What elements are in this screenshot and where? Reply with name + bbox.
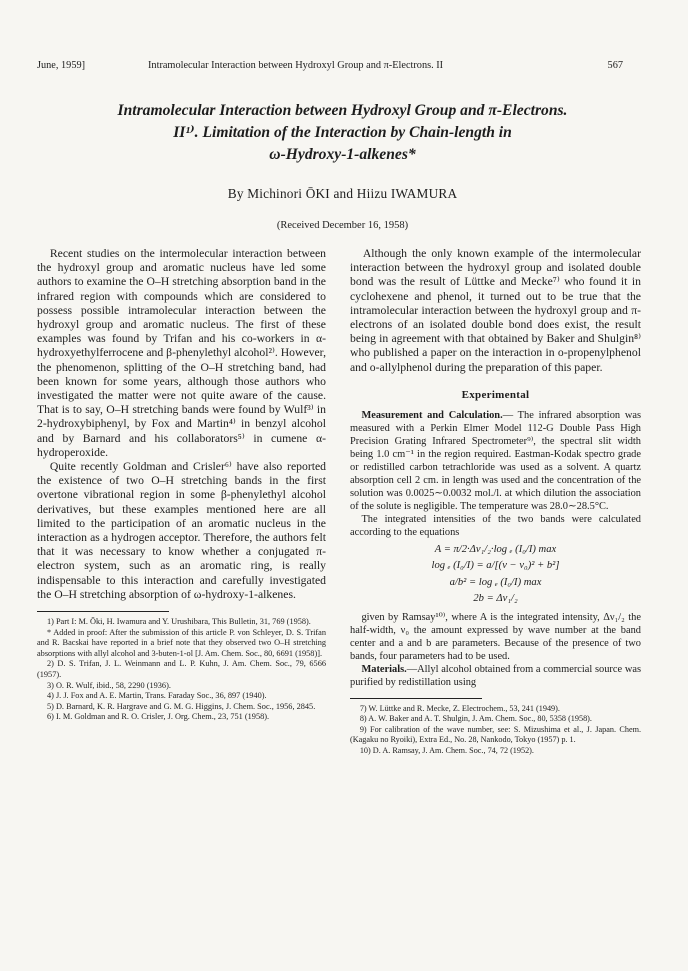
paragraph-goldman: Quite recently Goldman and Crisler⁶⁾ have also reported the existence of two O–H stretching bands in the first overtone vibrational region in some β-phenylethyl alcohol derivatives, but these examples mentioned here are all limited to the participation of an aromatic nucleus in the interaction as a hydrogen acceptor. Therefore, the authors felt that it was necessary to know whether a conjugated π-electron system, such as an aromatic ring, is really indispensable to this interaction and carefully investigated the O–H stretching absorption of ω-hydroxy-1-alkenes. (37, 460, 326, 601)
issue-date: June, 1959] (37, 60, 86, 71)
equation-block (350, 542, 641, 608)
title-line-1: Intramolecular Interaction between Hydroxyl Group and π-Electrons. (117, 102, 568, 119)
paragraph-materials (350, 663, 641, 689)
footnote-1: 1) Part I: M. Ōki, H. Iwamura and Y. Urushibara, This Bulletin, 31, 769 (1958). (46, 617, 311, 627)
paragraph-luttke: Although the only known example of the intermolecular interaction between the hydroxyl group and isolated double bond was the result of Lüttke and Mecke⁷⁾ who found it in cyclohexene and phenol, it turned out to be true that the intramolecular interaction between the hydroxyl group and π-electrons of an isolated double bond does exist, the result being in agreement with that obtained by Baker and Shulgin⁸⁾ who published a paper on the interaction in o-propenylphenol and o-allylphenol during the preparation of this paper. (350, 247, 641, 374)
author-line: By Michinori ŌKI and Hiizu IWAMURA (227, 186, 458, 201)
footnote-6: 6) I. M. Goldman and R. O. Crisler, J. Org. Chem., 23, 751 (1958). (46, 712, 270, 722)
left-footnotes (37, 617, 326, 723)
title-line-3: ω-Hydroxy-1-alkenes* (269, 146, 416, 163)
footnote-rule (37, 611, 169, 612)
page-number: 567 (607, 60, 623, 71)
footnote-4: 4) J. J. Fox and A. E. Martin, Trans. Faraday Soc., 36, 897 (1940). (46, 691, 267, 701)
footnote-added-in-proof: * Added in proof: After the submission of this article P. von Schleyer, D. S. Trifan and R. Bacskai have reported in a brief note that they observed two O–H stretching absorptions with allyl alcohol and 3-buten-1-ol [J. Am. Chem. Soc., 80, 6691 (1958)]. (37, 627, 326, 658)
equation-3: a/b² = log ₑ (I₀/I) max (449, 576, 542, 588)
footnote-7: 7) W. Lüttke and R. Mecke, Z. Electrochem., 53, 241 (1949). (359, 703, 560, 713)
article-title (40, 100, 645, 166)
materials-heading: Materials. (361, 663, 407, 675)
footnote-5: 5) D. Barnard, K. R. Hargrave and G. M. G. Higgins, J. Chem. Soc., 1956, 2845. (46, 701, 316, 711)
section-heading-experimental: Experimental (461, 388, 530, 401)
paragraph-intro: Recent studies on the intermolecular interaction between the hydroxyl group and aromatic nucleus have led some authors to examine the O–H stretching absorption band in the infrared region with compounds which are considered to possess possible intramolecular interaction between the hydroxyl group and aromatic nucleus. The first of these examples was found by Trifan and his co-workers in α-hydroxyethylferrocene and β-phenylethyl alcohol²⁾. However, the phenomenon, splitting of the O–H stretching band, had been known for some years, although those authors who investigated the matter were not quite aware of the cause. That is to say, O–H stretching bands were found by Wulf³⁾ in 2-hydroxybiphenyl, by Fox and Martin⁴⁾ in benzyl alcohol and by Barnard and his collaborators⁵⁾ in cumene α-hydroperoxide. (37, 247, 327, 459)
footnote-3: 3) O. R. Wulf, ibid., 58, 2290 (1936). (46, 680, 171, 690)
paragraph-measurement (350, 409, 641, 513)
paragraph-ramsay: given by Ramsay¹⁰⁾, where A is the integrated intensity, Δν₁/₂ the half-width, ν₀ the amount expressed by wave number at the band center and a and b are parameters. Because of the presence of two bands, four parameters had to be used. (350, 611, 641, 662)
right-column (350, 247, 641, 756)
right-footnotes (350, 704, 641, 757)
received-date: (Received December 16, 1958) (276, 220, 409, 231)
footnote-2: 2) D. S. Trifan, J. L. Weinmann and L. P. Kuhn, J. Am. Chem. Soc., 79, 6566 (1957). (37, 659, 326, 680)
measurement-text: — The infrared absorption was measured with a Perkin Elmer Model 112-G Double Pass High Precision Grating Infrared Spectrometer⁹⁾, the spectral slit width being 1.0 cm⁻¹ in the region required. Eastman-Kodak spectro grade or redistilled carbon tetrachloride was used as a solvent. A quartz absorption cell 2 cm. in length was used and the concentration of the solution was 0.0025∼0.0032 mol./l. at which dilution the association of the solute is negligible. The temperature was 28.0∼28.5°C. (350, 409, 642, 512)
footnote-rule-right (350, 698, 482, 699)
equation-4: 2b = Δν₁/₂ (473, 593, 518, 605)
measurement-heading: Measurement and Calculation. (361, 409, 503, 421)
footnote-9: 9) For calibration of the wave number, see: S. Mizushima et al., J. Japan. Chem. (Kagaku no Ryoiki), Extra Ed., No. 28, Nankodo, Tokyo (1957) p. 1. (350, 724, 641, 745)
footnote-8: 8) A. W. Baker and A. T. Shulgin, J. Am. Chem. Soc., 80, 5358 (1958). (359, 714, 592, 724)
equation-1: A = π/2·Δν₁/₂·log ₑ (I₀/I) max (434, 543, 557, 555)
left-column (37, 247, 326, 723)
paragraph-integrated: The integrated intensities of the two bands were calculated according to the equations (350, 513, 641, 538)
running-title: Intramolecular Interaction between Hydroxyl Group and π-Electrons. II (148, 60, 444, 71)
footnote-10: 10) D. A. Ramsay, J. Am. Chem. Soc., 74, 72 (1952). (359, 745, 534, 755)
equation-2: log ₑ (I₀/I) = a/[(ν − ν₀)² + b²] (431, 560, 560, 572)
title-line-2: II¹⁾. Limitation of the Interaction by Chain-length in (173, 124, 512, 141)
materials-text: —Allyl alcohol obtained from a commercial source was purified by redistillation using (350, 663, 641, 688)
